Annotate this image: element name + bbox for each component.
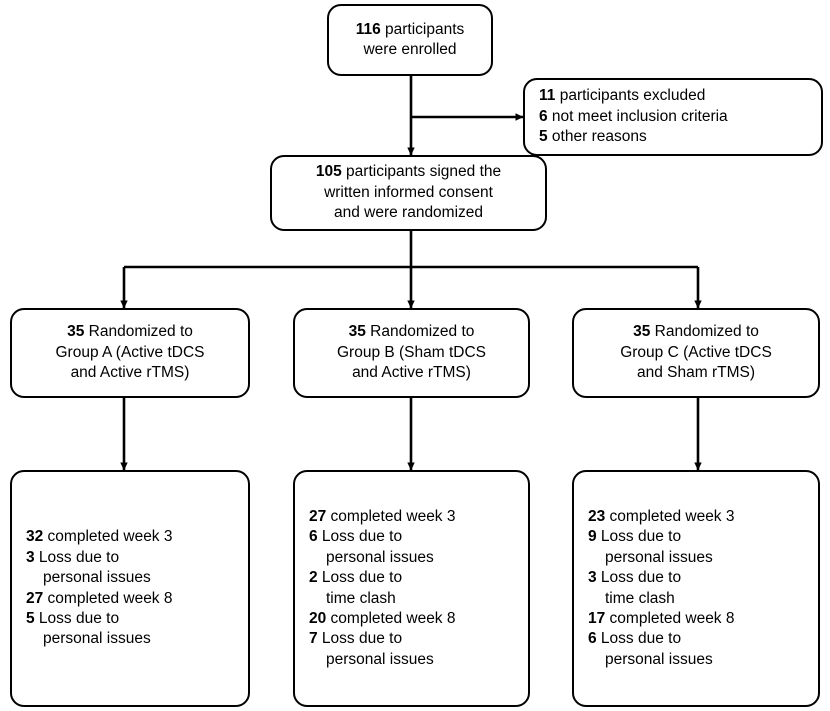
node-group-b-line-2: and Active rTMS) bbox=[352, 364, 471, 382]
node-outcome-c-line-1: 9 Loss due to bbox=[588, 528, 682, 546]
node-excluded-line-2: 5 other reasons bbox=[539, 128, 647, 146]
node-enrolled-line-1: were enrolled bbox=[363, 41, 457, 58]
node-group-c-line-2: and Sham rTMS) bbox=[636, 364, 755, 382]
node-outcome-b-line-1: 6 Loss due to bbox=[309, 528, 403, 546]
node-outcome-c-line-6: 6 Loss due to bbox=[588, 630, 682, 648]
node-outcome-a bbox=[10, 470, 250, 707]
node-excluded-line-1: 6 not meet inclusion criteria bbox=[539, 107, 728, 125]
node-outcome-c-line-5: 17 completed week 8 bbox=[588, 609, 735, 627]
node-outcome-b bbox=[293, 470, 530, 707]
node-outcome-c-line-3: 3 Loss due to bbox=[588, 569, 682, 587]
node-outcome-c bbox=[572, 470, 820, 707]
node-enrolled bbox=[327, 4, 493, 76]
node-outcome-b-line-0: 27 completed week 3 bbox=[309, 507, 456, 525]
node-outcome-b-line-2: personal issues bbox=[326, 548, 434, 566]
node-group-a bbox=[10, 308, 250, 398]
node-outcome-c-line-2: personal issues bbox=[605, 548, 713, 566]
node-outcome-a-line-4: 5 Loss due to bbox=[26, 609, 120, 627]
node-group-c-line-0: 35 Randomized to bbox=[633, 323, 759, 341]
node-randomized-line-0: 105 participants signed the bbox=[315, 163, 502, 181]
node-excluded-line-0: 11 participants excluded bbox=[539, 87, 706, 105]
node-outcome-b-line-3: 2 Loss due to bbox=[309, 569, 403, 587]
node-group-a-line-2: and Active rTMS) bbox=[70, 364, 190, 382]
node-outcome-b-line-4: time clash bbox=[326, 589, 396, 607]
node-enrolled-line-0: 116 participants bbox=[355, 20, 465, 38]
node-group-c bbox=[572, 308, 820, 398]
node-outcome-a-line-3: 27 completed week 8 bbox=[26, 589, 173, 607]
node-outcome-c-line-4: time clash bbox=[605, 589, 675, 607]
node-outcome-a-line-5: personal issues bbox=[43, 630, 151, 648]
node-randomized bbox=[270, 155, 547, 231]
node-outcome-c-line-7: personal issues bbox=[605, 650, 713, 668]
node-outcome-b-line-5: 20 completed week 8 bbox=[309, 609, 456, 627]
node-randomized-line-1: written informed consent bbox=[324, 183, 493, 201]
node-group-c-line-1: Group C (Active tDCS bbox=[620, 343, 772, 361]
node-excluded bbox=[523, 78, 823, 156]
node-group-b bbox=[293, 308, 530, 398]
node-outcome-b-line-6: 7 Loss due to bbox=[309, 630, 403, 648]
node-outcome-a-line-0: 32 completed week 3 bbox=[26, 528, 173, 546]
node-group-a-line-0: 35 Randomized to bbox=[67, 323, 193, 341]
node-outcome-c-line-0: 23 completed week 3 bbox=[588, 507, 735, 525]
node-group-a-line-1: Group A (Active tDCS bbox=[55, 343, 205, 361]
node-outcome-b-line-7: personal issues bbox=[326, 650, 434, 668]
node-group-b-line-1: Group B (Sham tDCS bbox=[336, 343, 487, 361]
node-outcome-a-line-2: personal issues bbox=[43, 569, 151, 587]
node-group-b-line-0: 35 Randomized to bbox=[348, 323, 475, 341]
node-randomized-line-2: and were randomized bbox=[333, 204, 484, 222]
node-outcome-a-line-1: 3 Loss due to bbox=[26, 548, 120, 566]
